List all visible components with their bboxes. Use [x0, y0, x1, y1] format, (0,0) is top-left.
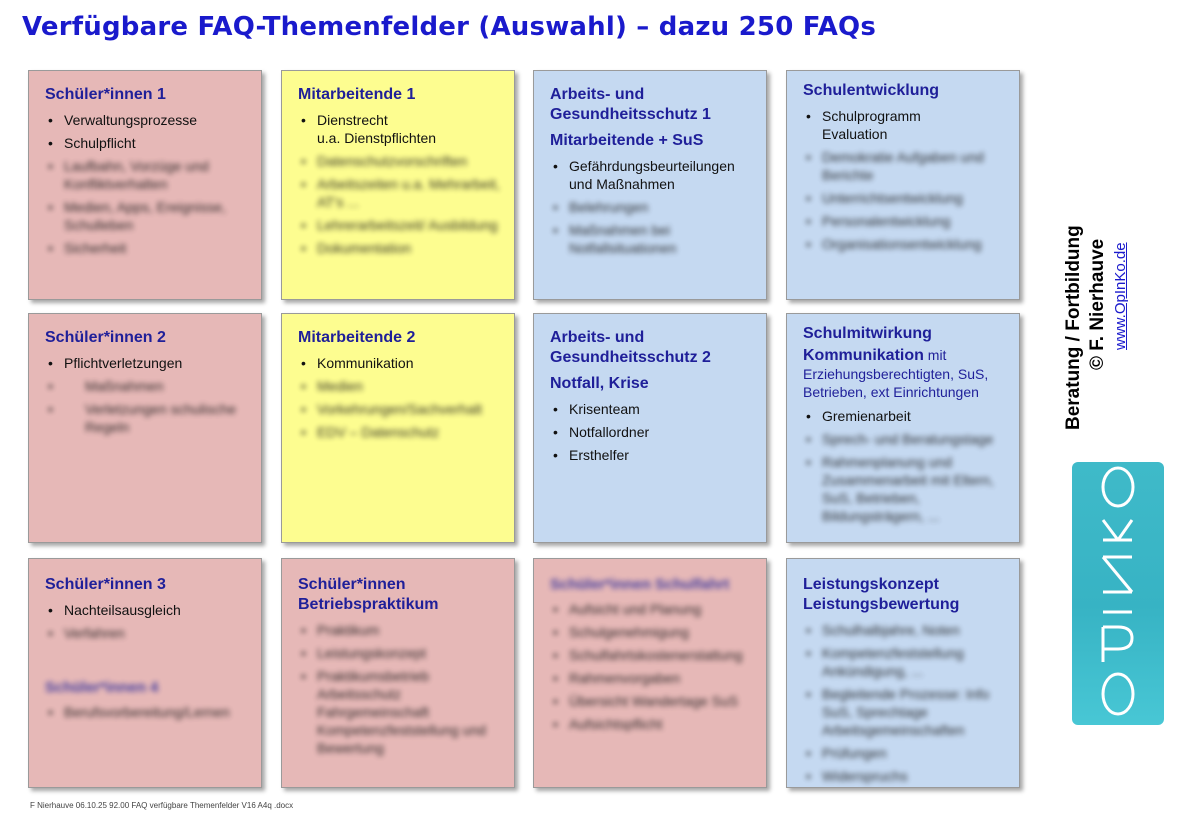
- card-title: Leistungskonzept Leistungsbewertung: [803, 576, 960, 613]
- list-item: • Verwaltungsprozesse: [45, 111, 249, 129]
- topic-list: [803, 621, 1007, 785]
- card-title: Mitarbeitende 2: [298, 329, 416, 346]
- topic-list: [803, 107, 1007, 253]
- list-item: • Gefährdungsbeurteilungen und Maßnahmen: [550, 157, 754, 193]
- side-credit: [1062, 160, 1172, 430]
- list-item-blurred: • Begleitende Prozesse: Info SuS, Sprechtage Arbeitsgemeinschaften: [803, 685, 1007, 739]
- list-item-blurred: • Demokratie Aufgaben und Berichte: [803, 148, 1007, 184]
- card-arbeitsschutz-1[interactable]: [533, 70, 767, 300]
- side-credit-line2: © F. Nierhauve: [1087, 238, 1108, 370]
- card-arbeitsschutz-2[interactable]: [533, 313, 767, 543]
- card-title: Arbeits- und Gesundheitsschutz 2: [550, 329, 711, 366]
- list-item-blurred: • Unterrichtsentwicklung: [803, 189, 1007, 207]
- card-schueler-3[interactable]: [28, 558, 262, 788]
- list-item-blurred: • Widerspruchs: [803, 767, 1007, 785]
- list-item-blurred: • Maßnahmen: [45, 377, 249, 395]
- list-item-blurred: • Arbeitszeiten u.a. Mehrarbeit, AT's ...: [298, 175, 502, 211]
- card-title-blurred: Schüler*innen Schulfahrt: [550, 576, 730, 593]
- card-title: Schüler*innen 1: [45, 86, 166, 103]
- page-title: Verfügbare FAQ-Themenfelder (Auswahl) – dazu 250 FAQs: [22, 12, 877, 42]
- list-item-blurred: • Schulhalbjahre, Noten: [803, 621, 1007, 639]
- website-link[interactable]: www.OpInKo.de: [1112, 242, 1129, 350]
- list-item-blurred: • Maßnahmen bei Notfallsituationen: [550, 221, 754, 257]
- list-item: • Krisenteam: [550, 400, 754, 418]
- list-item-blurred: • Aufsicht und Planung: [550, 600, 754, 618]
- list-item-blurred: • Übersicht Wandertage SuS: [550, 692, 754, 710]
- card-title: Schulentwicklung: [803, 82, 940, 99]
- list-item-blurred: • EDV – Datenschutz: [298, 423, 502, 441]
- card-title-blurred: Schüler*innen 4: [45, 679, 159, 696]
- card-schueler-2[interactable]: [28, 313, 262, 543]
- topic-list: [298, 111, 502, 257]
- card-subtitle: Notfall, Krise: [550, 375, 649, 392]
- list-item-blurred: • Medien: [298, 377, 502, 395]
- list-item-blurred: • Praktikumsbetrieb Arbeitsschutz Fahrgemeinschaft Kompetenzfeststellung und Bewertung: [298, 667, 502, 757]
- list-item: • Pflichtverletzungen: [45, 354, 249, 372]
- list-item-blurred: • Aufsichtspflicht: [550, 715, 754, 733]
- list-item: • Kommunikation: [298, 354, 502, 372]
- list-item-blurred: • Datenschutzvorschriften: [298, 152, 502, 170]
- list-item-blurred: • Berufsvorbereitung/Lernen: [45, 703, 249, 721]
- card-schulentwicklung[interactable]: [786, 70, 1020, 300]
- list-item-blurred: • Rahmenplanung und Zusammenarbeit mit Eltern, SuS, Betrieben, Bildungsträgern, ...: [803, 453, 1007, 525]
- list-item-blurred: • Schulgenehmigung: [550, 623, 754, 641]
- card-schulfahrt[interactable]: [533, 558, 767, 788]
- list-item-blurred: • Kompetenzfeststellung Ankündigung, ...: [803, 644, 1007, 680]
- opinko-logo-graphic: [1072, 462, 1164, 725]
- topic-list: [550, 600, 754, 733]
- list-item-blurred: • Verletzungen schulische Regeln: [45, 400, 249, 436]
- side-credit-line1: Beratung / Fortbildung: [1063, 225, 1084, 430]
- list-item-blurred: • Lehrerarbeitszeit/ Ausbildung: [298, 216, 502, 234]
- topic-list: [803, 407, 1007, 525]
- list-item: • Schulprogramm Evaluation: [803, 107, 1007, 143]
- list-item: • Nachteilsausgleich: [45, 601, 249, 619]
- list-item: • Notfallordner: [550, 423, 754, 441]
- card-title: Schulmitwirkung: [803, 325, 932, 342]
- card-mitarbeitende-2[interactable]: [281, 313, 515, 543]
- card-title: Schüler*innen 2: [45, 329, 166, 346]
- card-betriebspraktikum[interactable]: [281, 558, 515, 788]
- topic-list: [45, 111, 249, 257]
- topic-list: [45, 703, 249, 721]
- side-credit-rotated: [1062, 160, 1132, 430]
- list-item: • Dienstrecht u.a. Dienstpflichten: [298, 111, 502, 147]
- list-item-blurred: • Dokumentation: [298, 239, 502, 257]
- list-item-blurred: • Verfahren: [45, 624, 249, 642]
- card-title: Schüler*innen 3: [45, 576, 166, 593]
- topic-list: [45, 601, 249, 642]
- card-subtitle: [803, 346, 1007, 401]
- list-item-blurred: • Belehrungen: [550, 198, 754, 216]
- topic-list: [298, 621, 502, 757]
- card-schueler-1[interactable]: [28, 70, 262, 300]
- card-title: Schüler*innen Betriebspraktikum: [298, 576, 439, 613]
- footer-doc-info: F Nierhauve 06.10.25 92.00 FAQ verfügbare Themenfelder V16 A4q .docx: [30, 801, 294, 810]
- list-item-blurred: • Rahmenvorgaben: [550, 669, 754, 687]
- list-item-blurred: • Laufbahn, Vorzüge und Konfliktverhalten: [45, 157, 249, 193]
- list-item-blurred: • Schulfahrtskostenerstattung: [550, 646, 754, 664]
- topic-list: [550, 400, 754, 464]
- list-item-blurred: • Sicherheit: [45, 239, 249, 257]
- card-mitarbeitende-1[interactable]: [281, 70, 515, 300]
- list-item-blurred: • Organisationsentwicklung: [803, 235, 1007, 253]
- list-item-blurred: • Vorkehrungen/Sachverhalt: [298, 400, 502, 418]
- card-schulmitwirkung[interactable]: [786, 313, 1020, 543]
- list-item-blurred: • Praktikum: [298, 621, 502, 639]
- card-subtitle-rest: mit Erziehungsberechtigten, SuS, Betrieben, ext Einrichtungen: [803, 347, 989, 400]
- list-item: • Schulpflicht: [45, 134, 249, 152]
- list-item-blurred: • Medien, Apps, Ereignisse, Schulleben: [45, 198, 249, 234]
- card-title: Arbeits- und Gesundheitsschutz 1: [550, 86, 711, 123]
- card-subtitle-bold: Kommunikation: [803, 347, 924, 364]
- list-item: • Ersthelfer: [550, 446, 754, 464]
- topic-list: [45, 354, 249, 436]
- topic-list: [550, 157, 754, 257]
- list-item-blurred: • Prüfungen: [803, 744, 1007, 762]
- opinko-logo: [1072, 462, 1164, 725]
- list-item-blurred: • Sprech- und Beratungstage: [803, 430, 1007, 448]
- topic-list: [298, 354, 502, 441]
- list-item-blurred: • Personalentwicklung: [803, 212, 1007, 230]
- card-subtitle: Mitarbeitende + SuS: [550, 132, 704, 149]
- list-item: • Gremienarbeit: [803, 407, 1007, 425]
- card-title: Mitarbeitende 1: [298, 86, 416, 103]
- list-item-blurred: • Leistungskonzept: [298, 644, 502, 662]
- card-leistungskonzept[interactable]: [786, 558, 1020, 788]
